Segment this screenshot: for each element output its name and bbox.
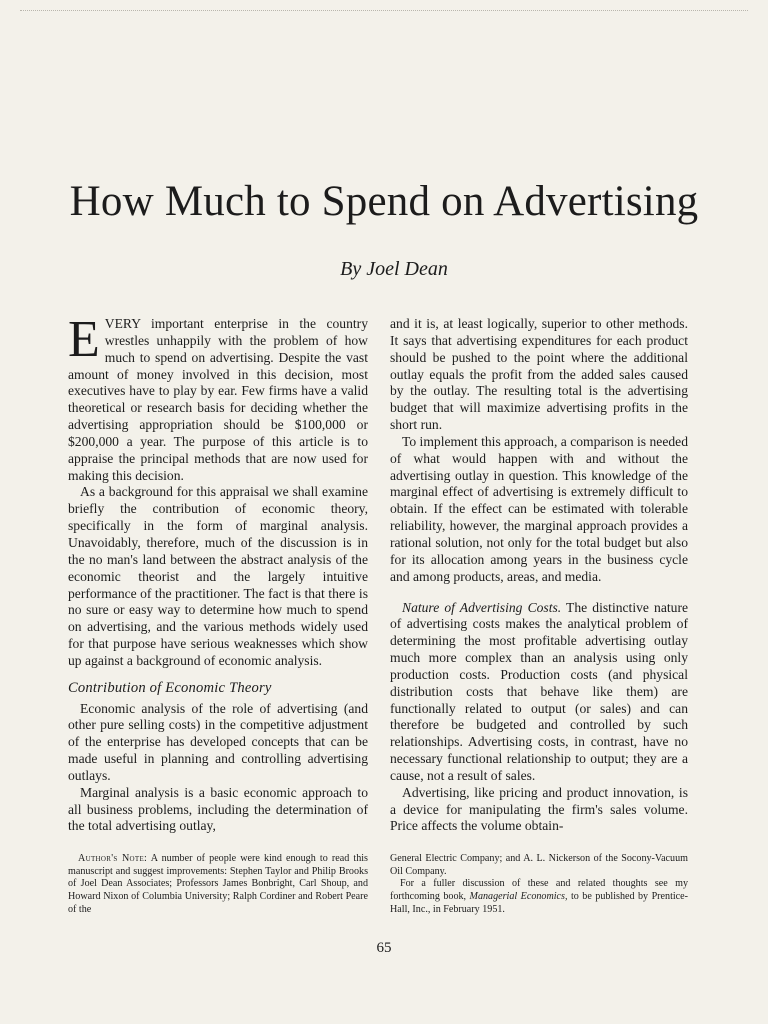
right-column (390, 316, 688, 835)
paragraph-gap (390, 586, 688, 600)
footnote-reference-tail: to be published by Prentice-Hall, Inc., in February 1951. (390, 891, 688, 915)
paragraph-2: As a background for this appraisal we shall examine briefly the contribution of economic theory, specifically in the form of marginal analysis. Unavoidably, therefore, much of the discussion is in the no man's land between the abstract analysis of the economic theorist and the largely intuitive performance of the practitioner. The fact is that there is no sure or easy way to determine how much to spend on advertising, and the various methods widely used for that purpose have serious weaknesses which show up against a background of economic analysis. (68, 484, 368, 668)
byline (0, 258, 768, 281)
paragraph-6: To implement this approach, a comparison is needed of what would happen with and without the advertising outlay in question. This knowledge of the marginal effect of advertising is extremely difficult to obtain. If the effect can be estimated with tolerable reliability, however, the marginal approach provides a rational solution, not only for the total budget but also for its allocation among years in the business cycle and among products, areas, and media. (390, 433, 688, 584)
article-title: How Much to Spend on Advertising (69, 178, 699, 225)
run-in-heading: Nature of Advertising Costs. (402, 599, 562, 615)
footnote-left (68, 853, 368, 917)
paragraph-3: Economic analysis of the role of advertising (and other pure selling costs) in the competitive adjustment of the enterprise has developed concepts that can be made useful in planning and controlling advertising outlays. (68, 700, 368, 783)
paragraph-4: Marginal analysis is a basic economic approach to all business problems, including the determination of the total advertising outlay, (68, 784, 368, 834)
footnote-reference-text: For a fuller discussion of these and related thoughts see my forthcoming book, (390, 878, 688, 903)
authors-note-label: Author's Note: (78, 853, 148, 864)
footnote-right (390, 853, 688, 917)
page-number: 65 (376, 940, 392, 956)
byline-prefix: By (340, 258, 362, 280)
paragraph-7 (390, 600, 688, 785)
authors-note (68, 853, 368, 917)
paragraph-8: Advertising, like pricing and product innovation, is a device for manipulating the firm's sales volume. Price affects the volume obtain- (390, 784, 688, 834)
footnote-continued: General Electric Company; and A. L. Nickerson of the Socony-Vacuum Oil Company. (390, 853, 688, 877)
book-title: Managerial Economics, (469, 891, 568, 903)
paragraph-1 (68, 311, 368, 484)
drop-cap: E (68, 311, 100, 368)
section-heading: Contribution of Economic Theory (68, 679, 272, 696)
paragraph-1-text: VERY important enterprise in the country wrestles unhappily with the problem of how much to spend on advertising. Despite the vast amount of money involved in this decision, most executives have to play by ear. Few firms have a valid theoretical or research basis for deciding whether the advertising appropriation should be $100,000 or $200,000 a year. The purpose of this article is to appraise the principal methods that are now used for making this decision. (68, 316, 368, 483)
top-edge-rule (20, 10, 748, 11)
footnote-reference (390, 878, 688, 916)
paragraph-7-text: The distinctive nature of advertising costs makes the analytical problem of determining the most profitable advertising outlay much more complex than an analysis using only production costs. Production costs (and physical distribution costs that behave like them) are functionally related to output (or sales) and can therefore be budgeted and controlled by such relationships. Advertising costs, in contrast, have no necessary functional relationship to output; they are a cause, not a result of sales. (390, 599, 689, 783)
left-column (68, 311, 368, 835)
paragraph-5: and it is, at least logically, superior to other methods. It says that advertising expenditures for each product should be pushed to the point where the additional outlay equals the profit from the added sales caused by the outlay. The resulting total is the advertising budget that will maximize advertising profits in the short run. (390, 316, 688, 433)
authors-note-text: A number of people were kind enough to read this manuscript and suggest improvements: Stephen Taylor and Philip Brooks of Joel Dean Associates; Professors James Bonbright, Carl Shoup, and Howard Nixon of Columbia University; Ralph Cordiner and Robert Peare of the (68, 853, 368, 915)
byline-author: Joel Dean (366, 258, 448, 280)
